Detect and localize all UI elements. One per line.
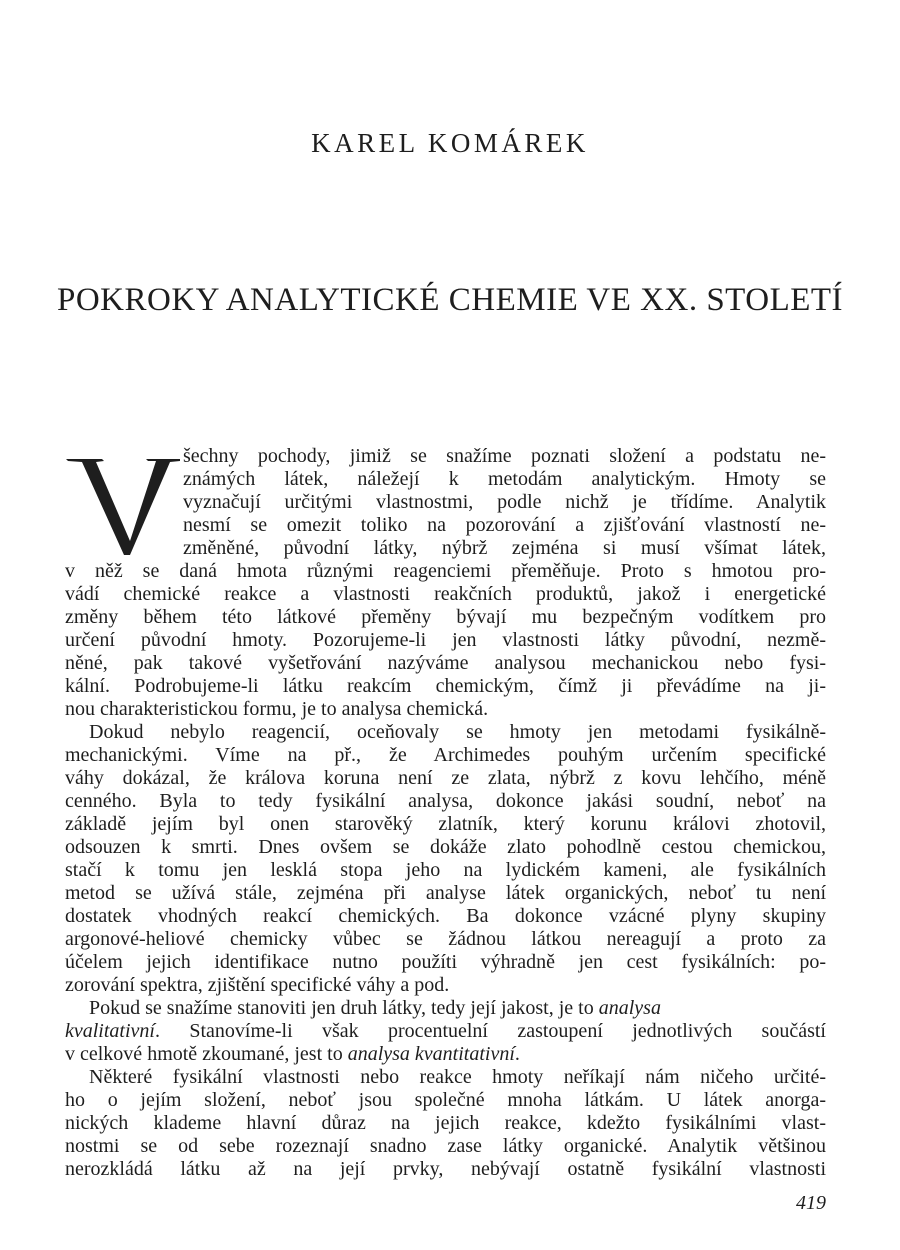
text-line: nostmi se od sebe rozeznají snadno zase látky organické. Analytik většinou xyxy=(65,1135,826,1157)
text-line: mechanickými. Víme na př., že Archimedes pouhým určením specifické xyxy=(65,744,826,766)
text-line: nesmí se omezit toliko na pozorování a zjišťování vlastností ne- xyxy=(183,514,826,536)
article-body xyxy=(65,444,826,1184)
text-line: vádí chemické reakce a vlastnosti reakčních produktů, jakož i energetické xyxy=(65,583,826,605)
text-line: změny během této látkové přeměny bývají mu bezpečným vodítkem pro xyxy=(65,606,826,628)
text-line: v celkové hmotě zkoumané, jest to analysa kvantitativní. xyxy=(65,1043,520,1065)
text-line: šechny pochody, jimiž se snažíme poznati složení a podstatu ne- xyxy=(183,445,826,467)
text-line: kální. Podrobujeme-li látku reakcím chemickým, čímž ji převádíme na ji- xyxy=(65,675,826,697)
text-line: argonové-heliové chemicky vůbec se žádnou látkou nereagují a proto za xyxy=(65,928,826,950)
text-line: v něž se daná hmota různými reagenciemi přeměňuje. Proto s hmotou pro- xyxy=(65,560,826,582)
text-line: účelem jejich identifikace nutno použíti výhradně jen cest fysikálních: po- xyxy=(65,951,826,973)
text-line: dostatek vhodných reakcí chemických. Ba dokonce vzácné plyny skupiny xyxy=(65,905,826,927)
text-line: cenného. Byla to tedy fysikální analysa, dokonce jakási soudní, neboť na xyxy=(65,790,826,812)
italic-term: analysa kvantitativní xyxy=(347,1043,515,1065)
text-line: nických klademe hlavní důraz na jejich reakce, kdežto fysikálními vlast- xyxy=(65,1112,826,1134)
text-line: metod se užívá stále, zejména při analyse látek organických, neboť tu není xyxy=(65,882,826,904)
article-title: POKROKY ANALYTICKÉ CHEMIE VE XX. STOLETÍ xyxy=(56,282,844,318)
page-number: 419 xyxy=(796,1192,826,1214)
text-line: vyznačují určitými vlastnostmi, podle nichž je třídíme. Analytik xyxy=(183,491,826,513)
text-line: odsouzen k smrti. Dnes ovšem se dokáže zlato pohodlně cestou chemickou, xyxy=(65,836,826,858)
text-line: základě jejím byl onen starověký zlatník, který korunu královi zhotovil, xyxy=(65,813,826,835)
text-line: kvalitativní. Stanovíme-li však procentuelní zastoupení jednotlivých součástí xyxy=(65,1020,826,1042)
author-name: KAREL KOMÁREK xyxy=(311,128,589,158)
italic-term: kvalitativní xyxy=(65,1020,155,1042)
text-line: zorování spektra, zjištění specifické váhy a pod. xyxy=(65,974,450,996)
text-line: stačí k tomu jen lesklá stopa jeho na lydickém kameni, ale fysikálních xyxy=(65,859,826,881)
text-line: změněné, původní látky, nýbrž zejména si musí všímat látek, xyxy=(183,537,826,559)
text-line: Pokud se snažíme stanoviti jen druh látky, tedy její jakost, je to analysa xyxy=(89,997,661,1019)
text-line: určení původní hmoty. Pozorujeme-li jen vlastnosti látky původní, nezmě- xyxy=(65,629,826,651)
text-line: Některé fysikální vlastnosti nebo reakce hmoty neříkají nám ničeho určité- xyxy=(89,1066,826,1088)
text-line: ho o jejím složení, neboť jsou společné mnoha látkám. U látek anorga- xyxy=(65,1089,826,1111)
text-line: nou charakteristickou formu, je to analysa chemická. xyxy=(65,698,489,720)
italic-term: analysa xyxy=(598,997,661,1019)
text-line: známých látek, náležejí k metodám analytickým. Hmoty se xyxy=(183,468,826,490)
text-line: váhy dokázal, že králova koruna není ze zlata, nýbrž z kovu lehčího, méně xyxy=(65,767,826,789)
text-line: Dokud nebylo reagencií, oceňovaly se hmoty jen metodami fysikálně- xyxy=(89,721,826,743)
text-line: něné, pak takové vyšetřování nazýváme analysou mechanickou nebo fysi- xyxy=(65,652,826,674)
text-line: nerozkládá látku až na její prvky, nebývají ostatně fysikální vlastnosti xyxy=(65,1158,826,1180)
